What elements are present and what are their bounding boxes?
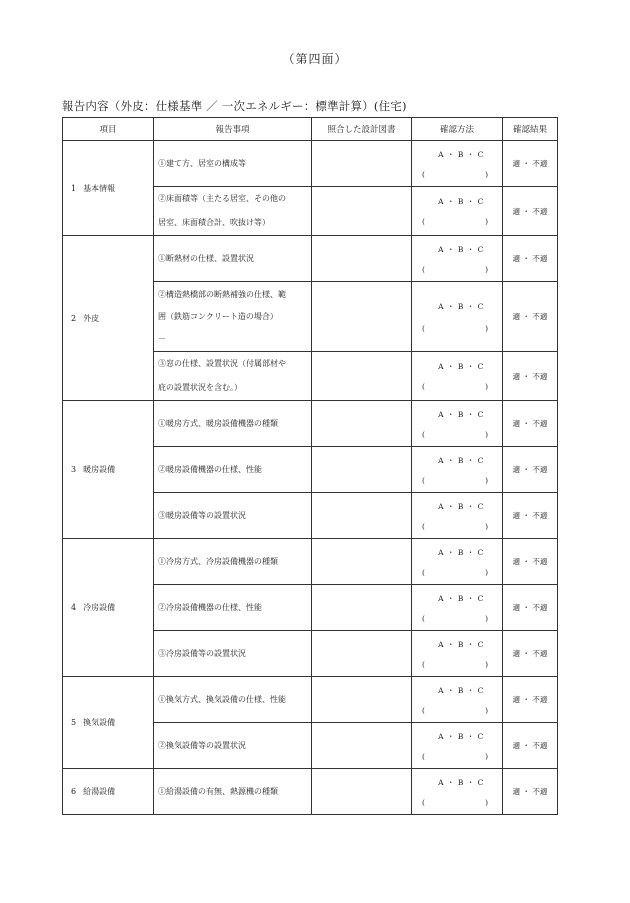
design-docs-cell[interactable]: [312, 585, 412, 631]
check-result-cell[interactable]: 適 ・ 不適: [503, 447, 558, 493]
check-result-cell[interactable]: 適 ・ 不適: [503, 631, 558, 677]
paren-close: ): [485, 264, 488, 274]
report-matter-line: ②冷房設備機器の仕様、性能: [158, 602, 262, 612]
method-note-parens: [412, 568, 502, 577]
table-row: [63, 677, 558, 723]
item-label: 冷房設備: [83, 603, 116, 612]
item-number: 5: [71, 718, 77, 727]
item-number: 2: [71, 313, 77, 323]
method-options[interactable]: A ・ B ・ C: [438, 197, 484, 206]
method-options[interactable]: A ・ B ・ C: [438, 593, 484, 603]
report-matter-line: ②構造熱橋部の断熱補強の仕様、範: [158, 289, 286, 299]
paren-close: ): [485, 382, 488, 391]
method-options[interactable]: A ・ B ・ C: [438, 501, 484, 511]
method-options[interactable]: A ・ B ・ C: [438, 149, 484, 159]
table-row: [63, 539, 558, 585]
method-options[interactable]: A ・ B ・ C: [438, 731, 484, 741]
report-matter-cell: [154, 631, 312, 677]
report-table: [62, 117, 558, 815]
check-method-cell[interactable]: [412, 493, 503, 539]
paren-close: ): [485, 475, 488, 485]
paren-open: (: [422, 659, 425, 669]
report-matter-line: ①暖房方式、暖房設備機器の種類: [158, 418, 278, 428]
design-docs-cell[interactable]: [312, 631, 412, 677]
paren-close: ): [485, 169, 488, 179]
method-options[interactable]: A ・ B ・ C: [438, 685, 484, 695]
paren-open: (: [422, 323, 425, 333]
method-note-parens: [412, 752, 502, 761]
method-note-parens: [412, 382, 502, 391]
check-method-cell[interactable]: [412, 236, 503, 282]
report-matter-line: ①給湯設備の有無、熱源機の種類: [158, 786, 278, 796]
method-note-parens: [412, 324, 502, 333]
header-check-result: 確認結果: [503, 118, 558, 141]
paren-open: (: [422, 264, 425, 274]
item-label: 給湯設備: [83, 787, 116, 796]
paren-open: (: [422, 521, 425, 531]
report-matter-line: ①建て方、居室の構成等: [158, 158, 246, 168]
check-result-cell[interactable]: 適 ・ 不適: [503, 282, 558, 352]
method-options[interactable]: A ・ B ・ C: [438, 301, 484, 311]
check-result-cell[interactable]: 適 ・ 不適: [503, 769, 558, 815]
paren-open: (: [422, 429, 425, 439]
design-docs-cell[interactable]: [312, 282, 412, 352]
report-matter-line: ②暖房設備機器の仕様、性能: [158, 464, 262, 474]
report-matter-cell: [154, 493, 312, 539]
design-docs-cell[interactable]: [312, 352, 412, 401]
check-result-cell[interactable]: 適 ・ 不適: [503, 236, 558, 282]
item-number: 3: [71, 465, 77, 474]
item-cell: [63, 141, 154, 236]
check-method-cell[interactable]: [412, 631, 503, 677]
report-matter-line: ③窓の仕様、設置状況（付属部材や: [158, 359, 286, 368]
check-method-cell[interactable]: [412, 141, 503, 187]
report-matter-line: 居室、床面積合計、吹抜け等）: [158, 218, 270, 227]
method-note-parens: [412, 476, 502, 485]
check-result-cell[interactable]: 適 ・ 不適: [503, 493, 558, 539]
paren-open: (: [422, 567, 425, 577]
check-method-cell[interactable]: [412, 352, 503, 401]
method-note-parens: [412, 170, 502, 179]
design-docs-cell[interactable]: [312, 677, 412, 723]
paren-open: (: [422, 797, 425, 807]
report-matter-line: 庇の設置状況を含む。）: [158, 383, 242, 392]
report-matter-cell: [154, 352, 312, 401]
design-docs-cell[interactable]: [312, 447, 412, 493]
report-matter-cell: [154, 187, 312, 236]
check-method-cell[interactable]: [412, 187, 503, 236]
page-heading: （第四面）: [282, 52, 348, 66]
method-note-parens: [412, 265, 502, 274]
paren-close: ): [485, 705, 488, 715]
table-header-row: [63, 118, 558, 141]
item-label: 基本情報: [83, 183, 116, 193]
check-result-cell[interactable]: 適 ・ 不適: [503, 723, 558, 769]
report-matter-cell: [154, 141, 312, 187]
report-matter-line: ①断熱材の仕様、設置状況: [158, 253, 254, 263]
check-result-cell[interactable]: 適 ・ 不適: [503, 539, 558, 585]
paren-open: (: [422, 705, 425, 715]
item-label: 暖房設備: [83, 465, 116, 474]
check-result-cell[interactable]: 適 ・ 不適: [503, 585, 558, 631]
check-method-cell[interactable]: [412, 447, 503, 493]
paren-open: (: [422, 475, 425, 485]
design-docs-cell[interactable]: [312, 401, 412, 447]
check-method-cell[interactable]: [412, 677, 503, 723]
table-row: [63, 236, 558, 282]
header-design-docs: 照合した設計図書: [312, 118, 412, 141]
check-method-cell[interactable]: [412, 401, 503, 447]
report-title: 報告内容（外皮：仕様基準 ／ 一次エネルギー：標準計算）(住宅): [62, 99, 407, 113]
report-matter-cell: [154, 585, 312, 631]
report-matter-cell: [154, 447, 312, 493]
method-options[interactable]: A ・ B ・ C: [438, 362, 484, 371]
design-docs-cell[interactable]: [312, 539, 412, 585]
paren-close: ): [485, 323, 488, 333]
check-method-cell[interactable]: [412, 723, 503, 769]
method-note-parens: [412, 430, 502, 439]
item-cell: [63, 236, 154, 401]
report-matter-line: ①換気方式、換気設備の仕様、性能: [158, 694, 286, 704]
paren-open: (: [422, 751, 425, 761]
paren-close: ): [485, 797, 488, 807]
method-note-parens: [412, 660, 502, 669]
table-row: [63, 769, 558, 815]
report-matter-cell: [154, 769, 312, 815]
report-matter-line: －: [158, 333, 166, 343]
paren-open: (: [422, 613, 425, 623]
item-cell: [63, 677, 154, 769]
design-docs-cell[interactable]: [312, 493, 412, 539]
report-matter-line: ③暖房設備等の設置状況: [158, 510, 246, 520]
paren-close: ): [485, 217, 488, 226]
paren-open: (: [422, 169, 425, 179]
paren-close: ): [485, 429, 488, 439]
method-note-parens: [412, 614, 502, 623]
check-result-cell[interactable]: 適 ・ 不適: [503, 677, 558, 723]
method-options[interactable]: A ・ B ・ C: [438, 639, 484, 649]
paren-open: (: [422, 382, 425, 391]
check-method-cell[interactable]: [412, 539, 503, 585]
item-number: 6: [71, 787, 77, 796]
design-docs-cell[interactable]: [312, 187, 412, 236]
item-cell: [63, 539, 154, 677]
design-docs-cell[interactable]: [312, 141, 412, 187]
check-method-cell[interactable]: [412, 585, 503, 631]
paren-close: ): [485, 613, 488, 623]
report-matter-line: ①冷房方式、冷房設備機器の種類: [158, 556, 278, 566]
check-result-cell[interactable]: 適 ・ 不適: [503, 401, 558, 447]
design-docs-cell[interactable]: [312, 723, 412, 769]
paren-open: (: [422, 217, 425, 226]
method-note-parens: [412, 706, 502, 715]
table-body: [63, 141, 558, 815]
check-result-cell[interactable]: 適 ・ 不適: [503, 141, 558, 187]
header-check-method: 確認方法: [412, 118, 503, 141]
table-row: [63, 141, 558, 187]
check-result-cell[interactable]: 適 ・ 不適: [503, 352, 558, 401]
report-matter-line: 囲（鉄筋コンクリート造の場合）: [158, 311, 278, 321]
report-matter-cell: [154, 401, 312, 447]
check-method-cell[interactable]: [412, 282, 503, 352]
method-options[interactable]: A ・ B ・ C: [438, 455, 484, 465]
method-options[interactable]: A ・ B ・ C: [438, 244, 484, 254]
header-item: 項目: [63, 118, 154, 141]
method-options[interactable]: A ・ B ・ C: [438, 409, 484, 419]
report-matter-cell: [154, 677, 312, 723]
report-matter-line: ③冷房設備等の設置状況: [158, 648, 246, 658]
header-report-matter: 報告事項: [154, 118, 312, 141]
report-matter-line: ②床面積等（主たる居室、その他の: [158, 194, 286, 203]
method-options[interactable]: A ・ B ・ C: [438, 777, 484, 787]
report-matter-line: ②換気設備等の設置状況: [158, 740, 246, 750]
design-docs-cell[interactable]: [312, 236, 412, 282]
item-cell: [63, 401, 154, 539]
paren-close: ): [485, 751, 488, 761]
report-matter-cell: [154, 236, 312, 282]
item-cell: [63, 769, 154, 815]
report-matter-cell: [154, 539, 312, 585]
report-matter-cell: [154, 282, 312, 352]
method-options[interactable]: A ・ B ・ C: [438, 547, 484, 557]
check-result-cell[interactable]: 適 ・ 不適: [503, 187, 558, 236]
method-note-parens: [412, 798, 502, 807]
paren-close: ): [485, 567, 488, 577]
design-docs-cell[interactable]: [312, 769, 412, 815]
method-note-parens: [412, 217, 502, 226]
paren-close: ): [485, 521, 488, 531]
item-label: 換気設備: [83, 718, 116, 727]
item-number: 4: [71, 603, 77, 612]
check-method-cell[interactable]: [412, 769, 503, 815]
method-note-parens: [412, 522, 502, 531]
item-number: 1: [71, 183, 77, 193]
table-row: [63, 401, 558, 447]
report-matter-cell: [154, 723, 312, 769]
item-label: 外皮: [83, 313, 100, 323]
paren-close: ): [485, 659, 488, 669]
